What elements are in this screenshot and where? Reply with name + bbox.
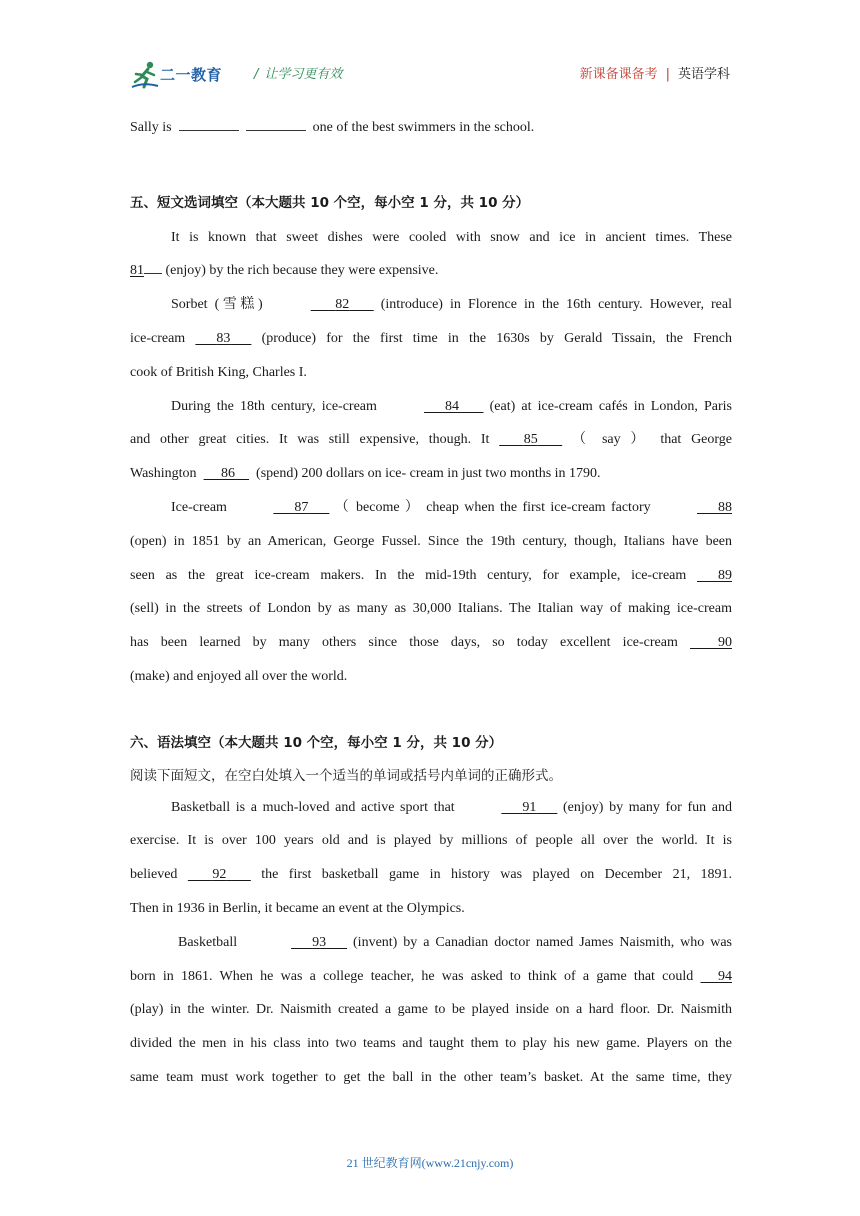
blank-number: 92 xyxy=(212,867,227,883)
blank-number: 81 xyxy=(130,263,144,279)
page-header xyxy=(130,58,730,92)
text-line: same team must work together to get the ball in the other team’s basket. At the same time, they xyxy=(130,1069,732,1085)
text-line: Sorbet (雪糕) 82 (introduce) in Florence in the 16th century. However, real xyxy=(130,288,732,322)
text-line: During the 18th century, ice-cream 84 (eat) at ice-cream cafés in London, Paris xyxy=(130,390,732,424)
text-line: has been learned by many others since those days, so today excellent ice-cream 90 xyxy=(130,626,732,660)
blank-number: 90 xyxy=(718,635,732,651)
blank-number: 86 xyxy=(221,466,236,482)
text-line: It is known that sweet dishes were cooled with snow and ice in ancient times. These xyxy=(171,229,732,245)
text-line: Ice-cream 87 （ become ） cheap when the first ice-cream factory 88 xyxy=(130,491,732,525)
blank-number: 84 xyxy=(445,398,460,414)
section-title: 五、短文选词填空（本大题共 10 个空，每小空 1 分，共 10 分） xyxy=(130,194,530,211)
section-title: 六、语法填空（本大题共 10 个空，每小空 1 分，共 10 分） xyxy=(130,734,503,751)
text-line: Basketball is a much-loved and active sport that 91 (enjoy) by many for fun and xyxy=(130,791,732,825)
text-line: ice-cream 83 (produce) for the first time in the 1630s by Gerald Tissain, the French xyxy=(130,322,732,356)
text-line: and other great cities. It was still expensive, though. It 85 （ say ） that George xyxy=(130,423,732,457)
blank-number: 91 xyxy=(522,799,537,815)
text-line: divided the men in his class into two teams and taught them to play his new game. Players on the xyxy=(130,1036,732,1052)
blank-number: 94 xyxy=(718,968,732,984)
header-subject: 新课备课备考 | 英语学科 xyxy=(579,67,730,82)
text-line: (sell) in the streets of London by as many as 30,000 Italians. The Italian way of making ice-cream xyxy=(130,601,732,617)
document-body xyxy=(130,111,732,1095)
blank-number: 83 xyxy=(216,330,231,346)
slogan: / 让学习更有效 xyxy=(254,67,343,82)
blank-number: 88 xyxy=(718,499,732,515)
instruction: 阅读下面短文，在空白处填入一个适当的单词或括号内单词的正确形式。 xyxy=(130,767,562,784)
text-line: cook of British King, Charles I. xyxy=(130,364,307,380)
blank-number: 85 xyxy=(523,432,538,448)
header-course: 新课备课备考 xyxy=(579,67,658,82)
blank-number: 82 xyxy=(335,297,350,313)
text-line: (play) in the winter. Dr. Naismith created a game to be played inside on a hard floor. Dr. Naismith xyxy=(130,1002,732,1018)
text-line: believed 92 the first basketball game in history was played on December 21, 1891. xyxy=(130,858,732,892)
text-line: (open) in 1851 by an American, George Fussel. Since the 19th century, though, Italians have been xyxy=(130,533,732,549)
runner-logo-icon xyxy=(130,60,160,90)
page-footer: 21 世纪教育网(www.21cnjy.com) xyxy=(346,1156,514,1170)
text-line: Basketball 93 (invent) by a Canadian doctor named James Naismith, who was xyxy=(130,926,732,960)
logo-text: 二一教育 xyxy=(160,66,223,84)
blank-number: 89 xyxy=(718,567,732,583)
blank-number: 87 xyxy=(294,499,309,515)
text-line: 81 (enjoy) by the rich because they were expensive. xyxy=(130,254,732,288)
text-line: born in 1861. When he was a college teacher, he was asked to think of a game that could 94 xyxy=(130,960,732,994)
text-line: exercise. It is over 100 years old and is played by millions of people all over the world. It is xyxy=(130,833,732,849)
text-line: Sally is one of the best swimmers in the school. xyxy=(130,111,732,145)
text-line: Then in 1936 in Berlin, it became an event at the Olympics. xyxy=(130,900,465,916)
header-subject-name: 英语学科 xyxy=(677,67,730,82)
logo xyxy=(130,58,240,90)
text-line: seen as the great ice-cream makers. In the mid-19th century, for example, ice-cream 89 xyxy=(130,559,732,593)
blank-number: 93 xyxy=(312,934,327,950)
answer-blank xyxy=(246,116,306,131)
text-line: (make) and enjoyed all over the world. xyxy=(130,668,348,684)
answer-blank xyxy=(179,116,239,131)
text-line: Washington 86 (spend) 200 dollars on ice- cream in just two months in 1790. xyxy=(130,457,732,491)
